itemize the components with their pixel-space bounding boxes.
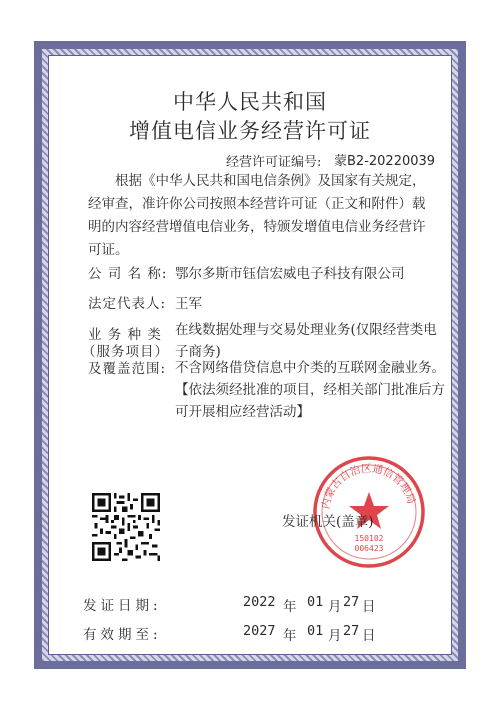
certificate-title-line2: 增值电信业务经营许可证 [129,119,371,143]
issue-day-unit: 日 [362,599,376,615]
service-type-label-line1: 业 务 种 类 [88,327,162,343]
seal-code-2: 006423 [354,544,384,553]
issue-year-unit: 年 [283,599,297,615]
company-name-label: 公 司 名 称: [88,266,168,282]
issue-month-unit: 月 [328,599,342,615]
qr-code [92,493,160,561]
company-name-value: 鄂尔多斯市钰信宏威电子科技有限公司 [175,266,405,282]
valid-day-unit: 日 [362,628,376,644]
service-type-value-2: 不含网络借贷信息中介类的互联网金融业务。【依法须经批准的项目，经相关部门批准后方可开展相应经营活动】 [175,360,445,420]
issue-year: 2022 [243,594,276,610]
service-type-label-line3: 及覆盖范围: [88,361,167,377]
valid-year: 2027 [243,623,276,639]
license-number-value: 蒙B2-20220039 [334,154,436,169]
issuing-authority-label: 发证机关(盖章) [282,514,374,530]
certificate-title-line1: 中华人民共和国 [173,90,327,114]
seal-code-1: 150102 [354,534,384,543]
valid-month-unit: 月 [328,628,342,644]
issue-date-label: 发证日期: [83,598,162,614]
issue-day: 27 [343,594,360,610]
license-number-label: 经营许可证编号: [226,155,322,170]
valid-year-unit: 年 [283,628,297,644]
service-type-label-line2: （服务项目） [82,344,169,360]
service-type-value-1: 在线数据处理与交易处理业务(仅限经营类电子商务) [175,322,437,360]
seal-text: 内蒙古自治区通信管理局 [319,462,418,511]
issue-month: 01 [307,594,324,610]
intro-paragraph: 根据《中华人民共和国电信条例》及国家有关规定，经审查，准许你公司按照本经营许可证（正文和附件）载明的内容经营增值电信业务，特颁发增值电信业务经营许可证。 [88,173,426,258]
valid-month: 01 [307,623,324,639]
legal-rep-value: 王军 [175,296,202,312]
valid-day: 27 [343,623,360,639]
legal-rep-label: 法定代表人: [88,296,167,312]
valid-until-label: 有效期至: [83,627,162,643]
